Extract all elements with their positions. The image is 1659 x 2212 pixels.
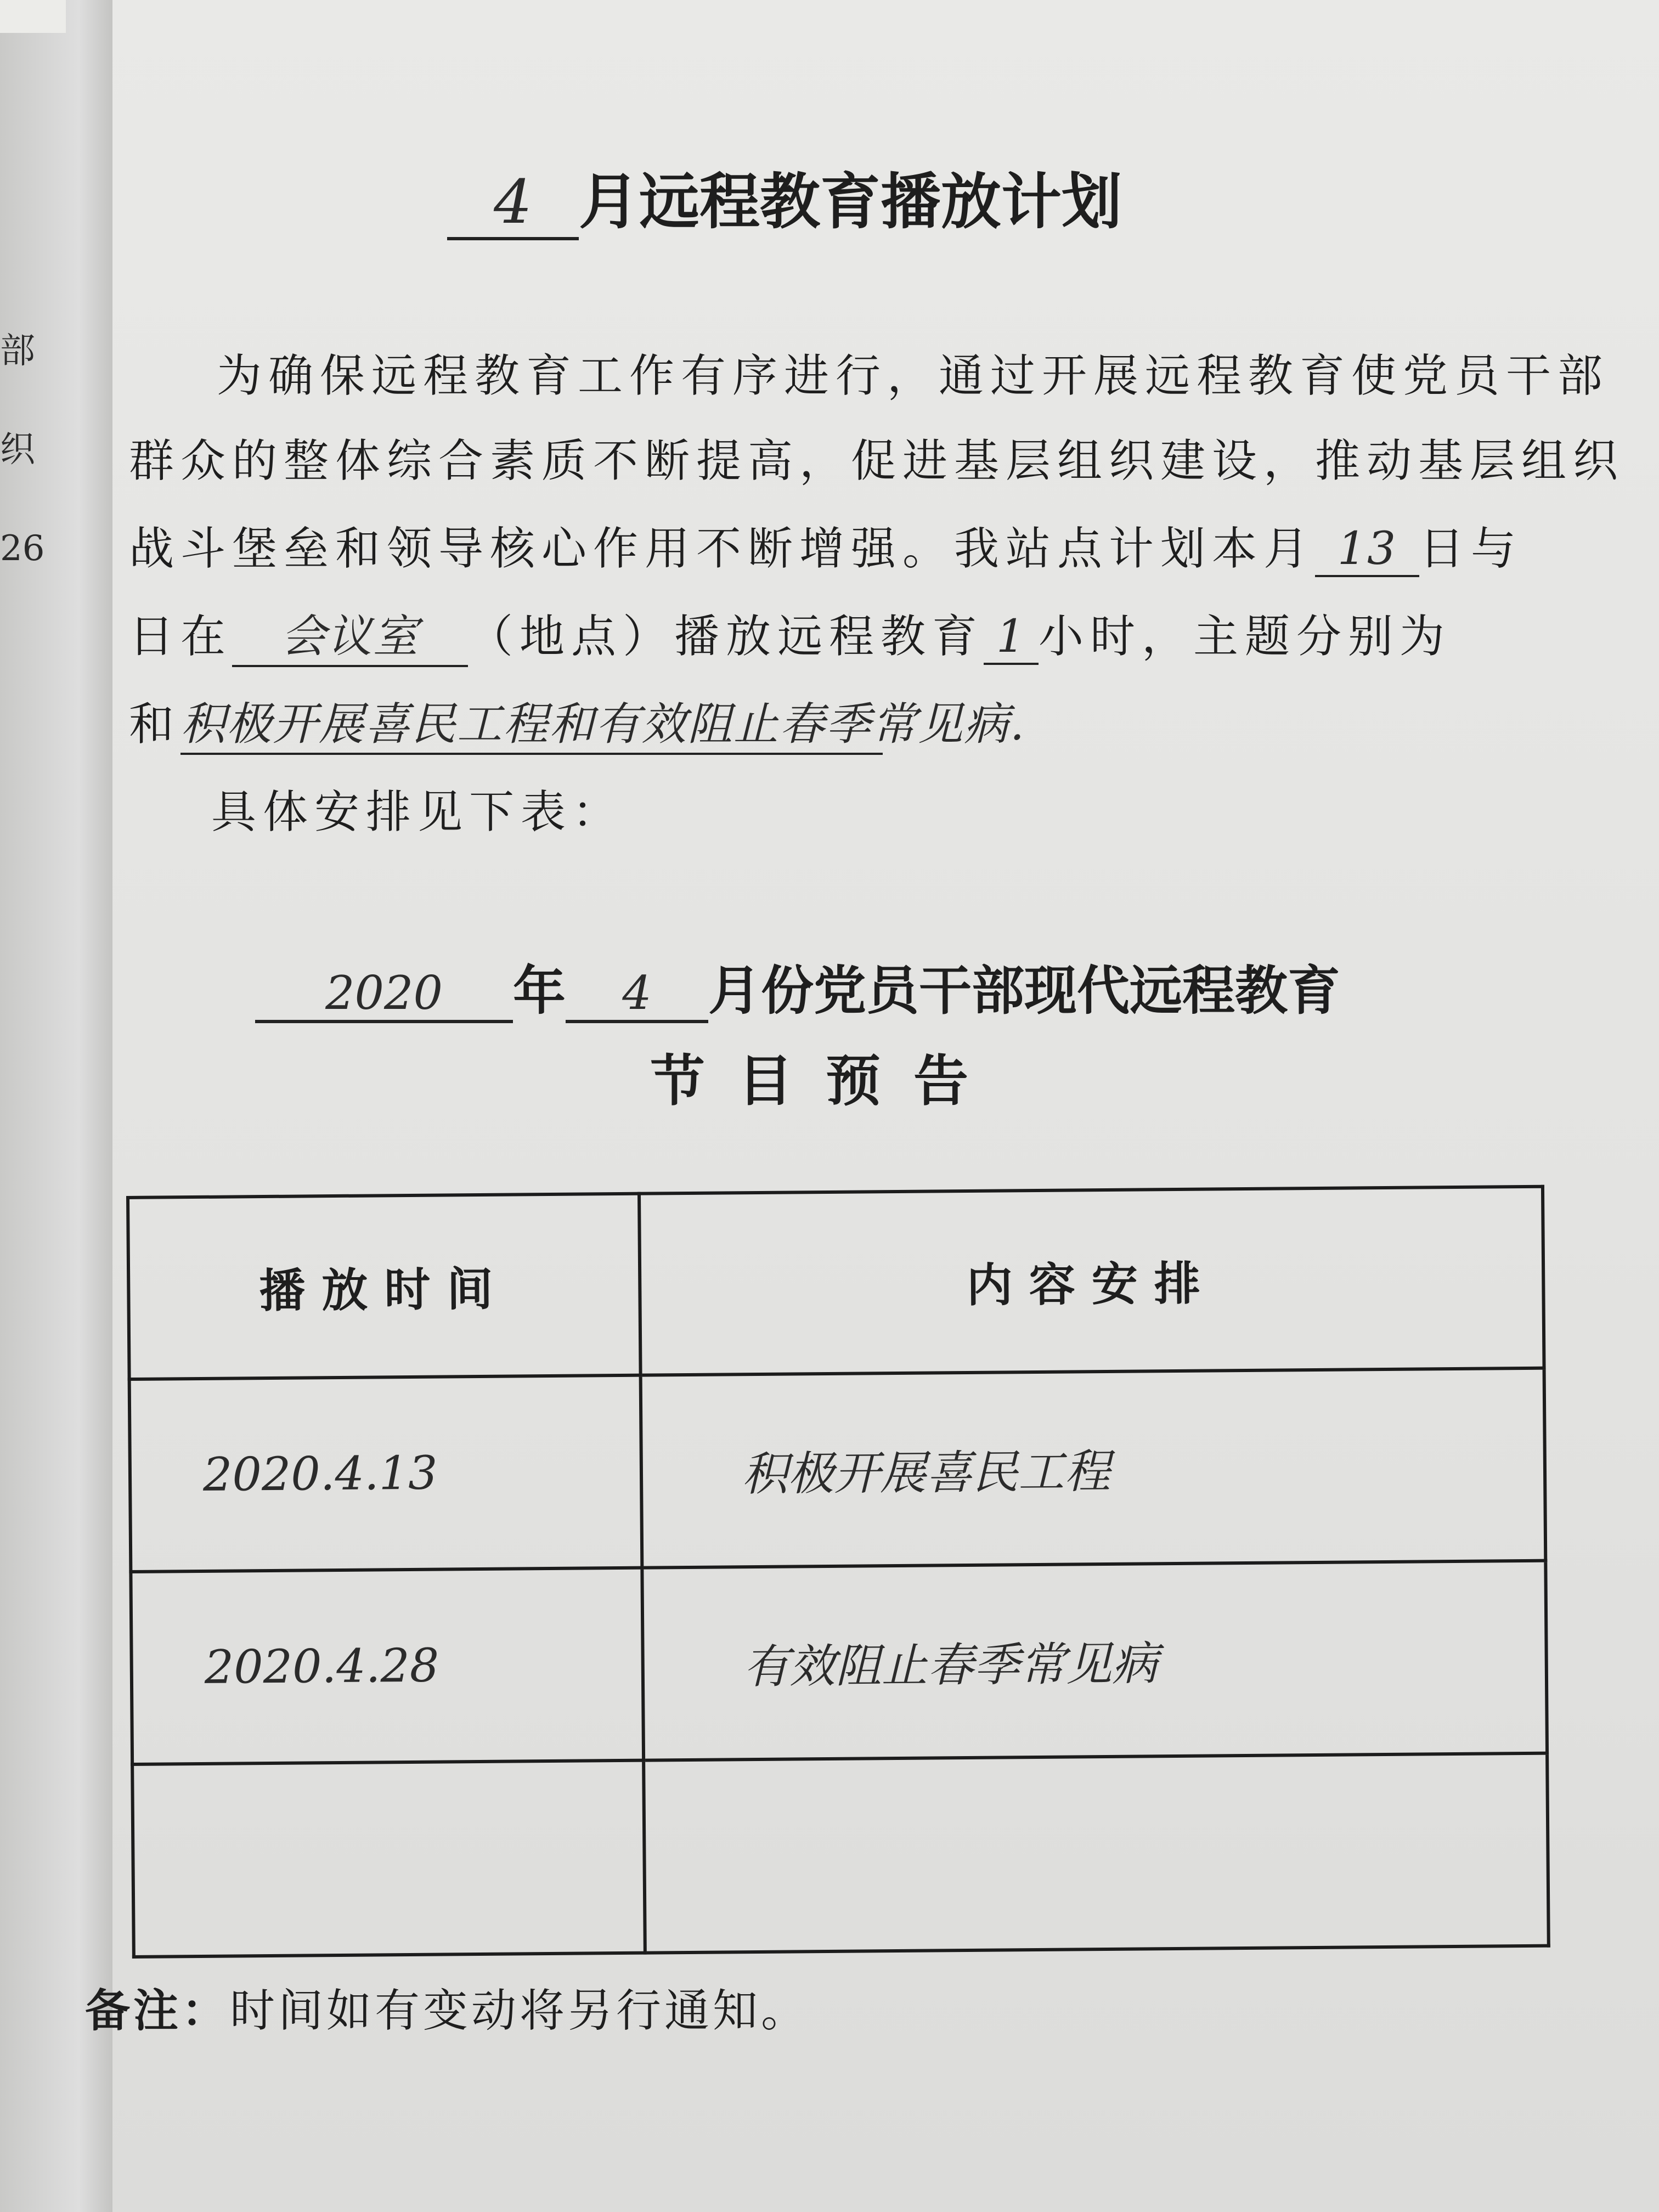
cell-content: [644, 1753, 1549, 1953]
cell-content: 积极开展喜民工程: [641, 1368, 1546, 1568]
table-row: [129, 1368, 1546, 1572]
paragraph-text: 战斗堡垒和领导核心作用不断增强。我站点计划本月: [129, 523, 1316, 575]
topics-blank: 积极开展喜民工程和有效阻止春季常见病.: [180, 689, 883, 755]
margin-char: 部: [0, 331, 35, 371]
header-content: 内容安排: [639, 1187, 1544, 1375]
title-text: 月远程教育播放计划: [579, 167, 1122, 237]
schedule-month-blank: 4: [566, 966, 708, 1023]
cell-time: [132, 1760, 645, 1957]
schedule-subtitle: 节目预告: [650, 1049, 1001, 1113]
paragraph-line-1: 为确保远程教育工作有序进行，通过开展远程教育使党员干部: [217, 350, 1610, 402]
paragraph-text: 日与: [1419, 523, 1523, 575]
title-month-blank: 4: [447, 167, 579, 240]
footnote-text: 时间如有变动将另行通知。: [230, 1985, 810, 2037]
schedule-year-blank: 2020: [255, 966, 513, 1023]
paragraph-line-2: 群众的整体综合素质不断提高，促进基层组织建设，推动基层组织: [129, 435, 1625, 487]
paragraph-text: 日在: [129, 611, 233, 663]
adjacent-page: [0, 0, 112, 2212]
paragraph-text: 和: [129, 698, 181, 751]
schedule-table: [126, 1185, 1550, 1959]
schedule-title-text: 月份党员干部现代远程教育: [708, 960, 1340, 1022]
margin-char: 织: [0, 430, 35, 470]
paragraph-line-4: [129, 601, 1632, 667]
table-header-row: [128, 1187, 1544, 1379]
day-blank: 13: [1315, 523, 1419, 577]
footnote-label: 备注：: [85, 1985, 230, 2037]
paragraph-line-6: 具体安排见下表：: [211, 786, 624, 838]
cell-time: 2020.4.13: [129, 1375, 642, 1572]
paragraph-text: （地点）播放远程教育: [468, 611, 984, 663]
header-time: 播放时间: [128, 1194, 641, 1379]
adjacent-page-strip: [0, 0, 66, 33]
schedule-title: [255, 949, 1572, 1024]
location-blank: 会议室: [232, 601, 468, 667]
paragraph-line-5: [129, 689, 1632, 755]
document-page: [85, 0, 1659, 2212]
footnote: [85, 1975, 809, 2039]
margin-char: 26: [0, 528, 45, 569]
schedule-year-suffix: 年: [513, 960, 566, 1022]
paragraph-text: 小时，主题分别为: [1039, 611, 1452, 663]
cell-content: 有效阻止春季常见病: [642, 1561, 1547, 1760]
document-title: [447, 154, 1380, 240]
cell-time: 2020.4.28: [131, 1568, 644, 1764]
table-row: [132, 1753, 1549, 1957]
adjacent-page-text: [0, 302, 49, 598]
hours-blank: 1: [984, 611, 1039, 665]
table-row: [131, 1561, 1547, 1764]
paragraph-line-3: [129, 513, 1632, 577]
